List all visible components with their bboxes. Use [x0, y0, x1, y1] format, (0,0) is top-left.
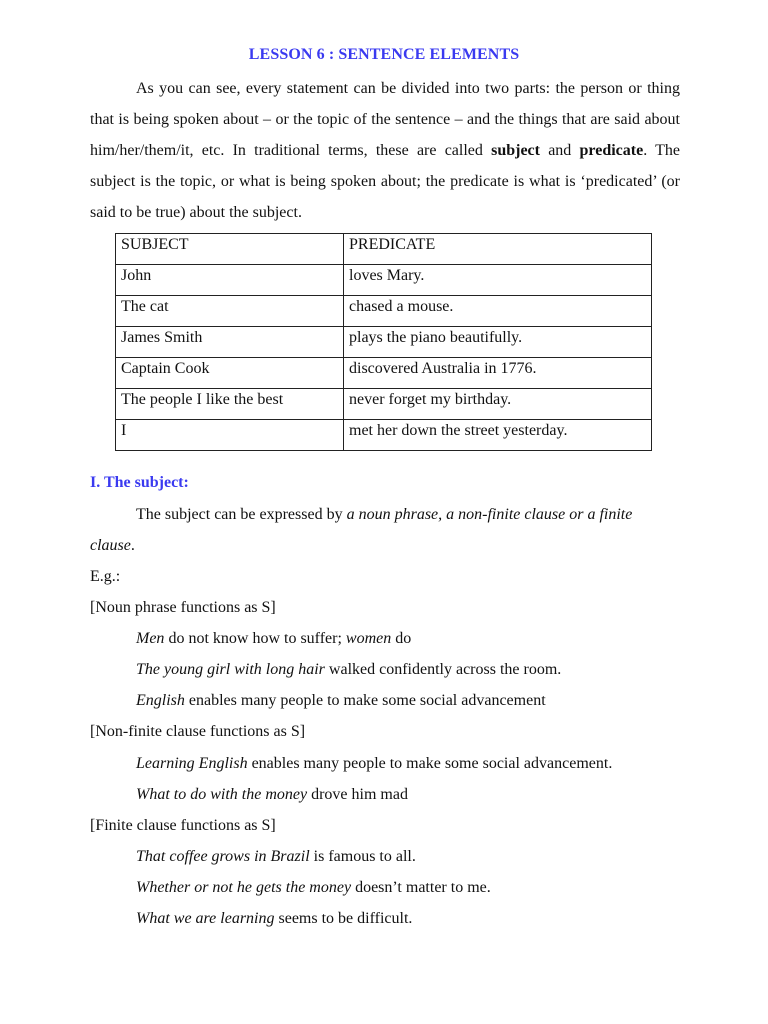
cell-predicate: never forget my birthday.: [344, 389, 652, 420]
example-rest: enables many people to make some social advancement: [184, 692, 546, 709]
example-subject: Whether or not he gets the money: [136, 879, 352, 896]
example-subject: That coffee grows in Brazil: [136, 848, 310, 865]
example-line: [136, 661, 561, 679]
example-subject: What to do with the money: [136, 786, 308, 803]
example-line: [136, 692, 546, 710]
example-subject: English: [136, 692, 185, 709]
group-label-non-finite: [Non-finite clause functions as S]: [90, 723, 306, 740]
example-line: [136, 910, 412, 928]
table-row: [116, 296, 652, 327]
desc-end: .: [130, 537, 135, 554]
table-header-row: [116, 234, 652, 265]
term-predicate: predicate: [579, 142, 644, 159]
example-line: [136, 848, 416, 866]
cell-subject: I: [116, 420, 344, 451]
cell-predicate: plays the piano beautifully.: [344, 327, 652, 358]
example-subject: The young girl with long hair: [136, 661, 325, 678]
cell-subject: The people I like the best: [116, 389, 344, 420]
example-line: [136, 879, 491, 897]
cell-predicate: loves Mary.: [344, 265, 652, 296]
table-row: [116, 265, 652, 296]
term-subject: subject: [491, 142, 540, 159]
example-rest: seems to be difficult.: [274, 910, 413, 927]
header-predicate: PREDICATE: [344, 234, 652, 265]
desc-italic: a noun phrase, a non-finite clause or a finite: [346, 506, 633, 523]
example-rest: drove him mad: [307, 786, 408, 803]
example-subject: Men: [136, 630, 165, 647]
group-label-finite: [Finite clause functions as S]: [90, 817, 276, 834]
cell-subject: The cat: [116, 296, 344, 327]
desc-italic-2: clause: [90, 537, 131, 554]
cell-predicate: discovered Australia in 1776.: [344, 358, 652, 389]
cell-subject: Captain Cook: [116, 358, 344, 389]
intro-text-2: and: [539, 142, 580, 159]
cell-subject: John: [116, 265, 344, 296]
subject-description-cont: [90, 537, 135, 555]
intro-text-3: . The subject is the topic, or what is being spoken about; the predicate is what is ‘predicated’ (or said to be true) about the subject.: [90, 142, 680, 221]
table-row: [116, 420, 652, 451]
subject-description: [136, 506, 632, 524]
table-row: [116, 358, 652, 389]
example-line: [136, 755, 612, 773]
example-subject: What we are learning: [136, 910, 275, 927]
example-rest: enables many people to make some social advancement.: [247, 755, 613, 772]
example-rest: is famous to all.: [309, 848, 416, 865]
intro-text-1: As you can see, every statement can be divided into two parts: the person or thing that is being spoken about – or the topic of the sentence – and the things that are said about him/her/them/it, etc. In traditional terms, these are called: [90, 80, 680, 159]
table-row: [116, 389, 652, 420]
example-rest: do not know how to suffer;: [164, 630, 346, 647]
cell-predicate: met her down the street yesterday.: [344, 420, 652, 451]
example-rest-2: do: [391, 630, 412, 647]
header-subject: SUBJECT: [116, 234, 344, 265]
subject-predicate-table: [115, 233, 652, 451]
table-row: [116, 327, 652, 358]
example-line: [136, 786, 408, 804]
cell-subject: James Smith: [116, 327, 344, 358]
lesson-title: LESSON 6 : SENTENCE ELEMENTS: [248, 46, 520, 63]
example-subject-2: women: [345, 630, 392, 647]
group-label-noun-phrase: [Noun phrase functions as S]: [90, 599, 276, 616]
desc-plain: The subject can be expressed by: [136, 506, 347, 523]
example-rest: doesn’t matter to me.: [351, 879, 491, 896]
example-line: [136, 630, 411, 648]
intro-paragraph: [90, 73, 680, 228]
cell-predicate: chased a mouse.: [344, 296, 652, 327]
section-heading: I. The subject:: [90, 474, 189, 491]
example-subject: Learning English: [136, 755, 248, 772]
example-rest: walked confidently across the room.: [324, 661, 562, 678]
eg-label: E.g.:: [90, 568, 121, 585]
